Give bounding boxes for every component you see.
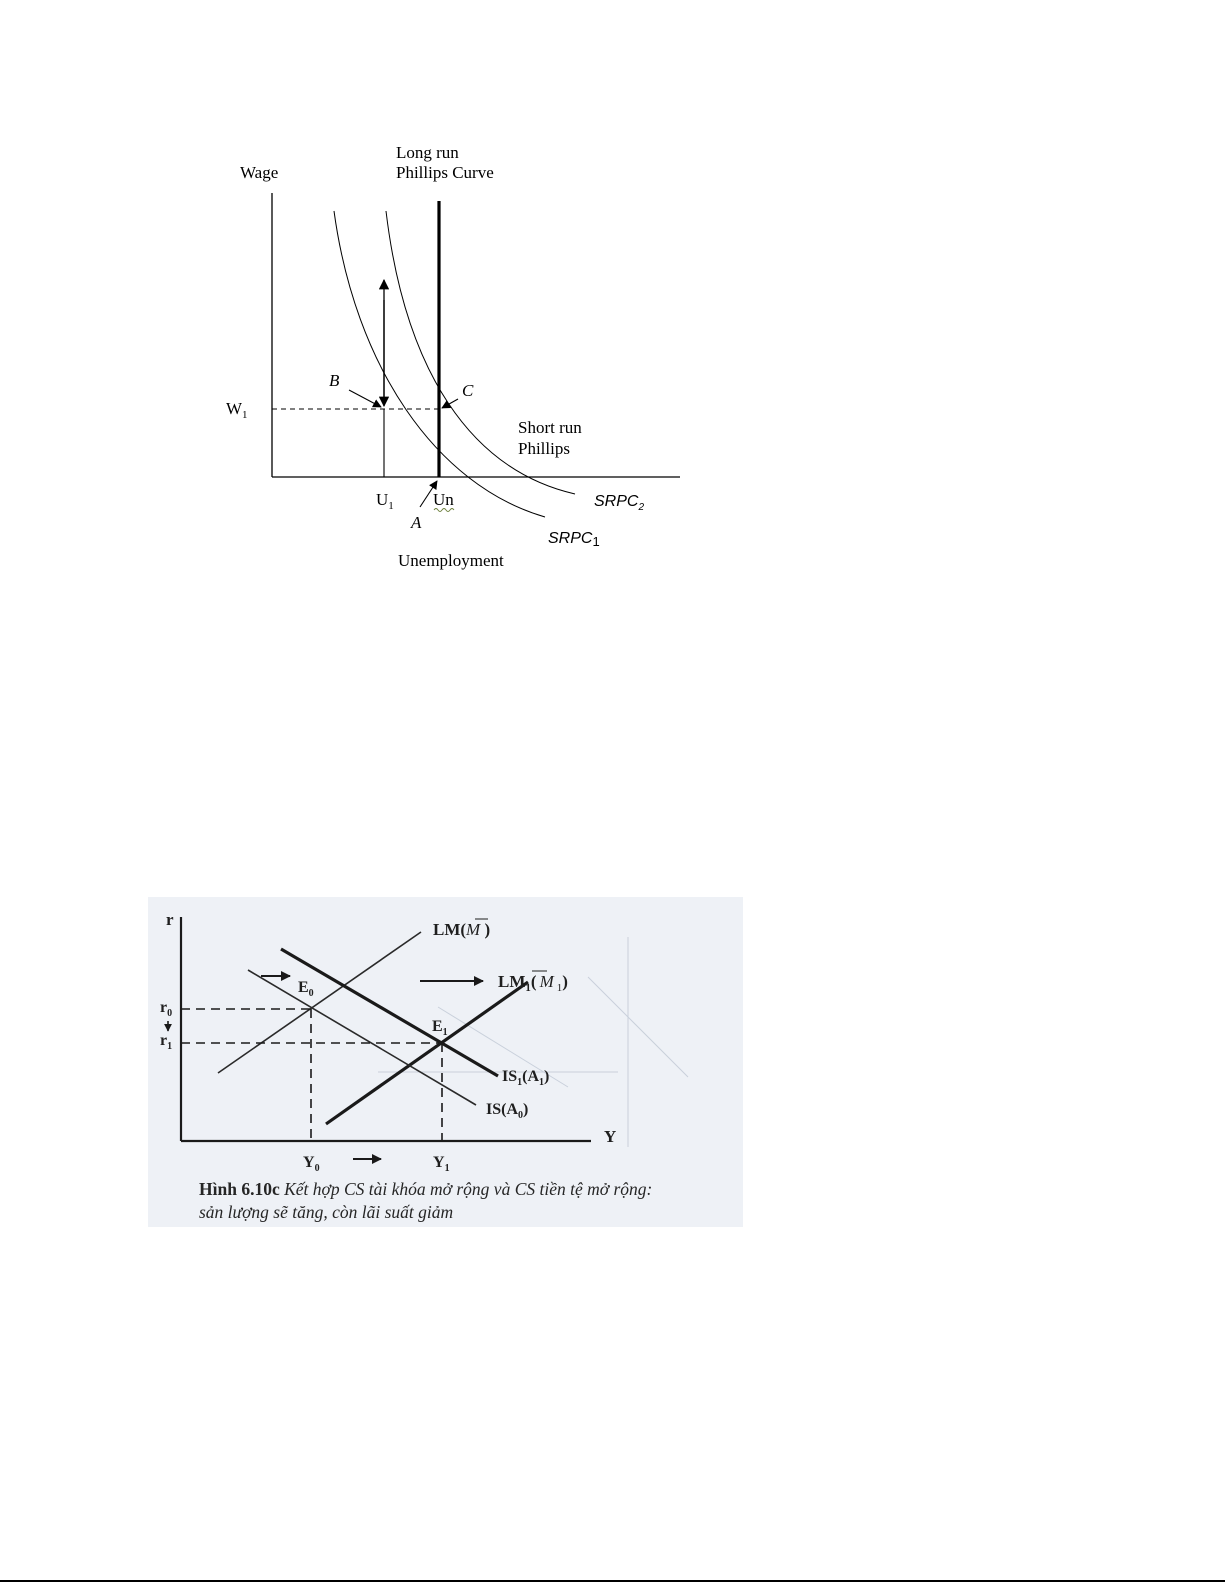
page-bottom-rule [0,1580,1225,1582]
islm-figure [148,897,743,1227]
wage-axis-label: Wage [240,163,279,182]
figure-caption [199,1178,739,1224]
un-label: Un [433,490,454,509]
caption-line-1 [199,1178,739,1201]
w1-label: $W_1$ [226,399,248,421]
point-a-label: A [411,513,422,532]
r0-label: $r_0$ [160,999,173,1019]
caption-line1-text: Kết hợp CS tài khóa mở rộng và CS tiền tệ mở rộng: [279,1179,653,1199]
r1-label: $r_1$ [160,1032,173,1052]
y-axis-label: Y [604,1127,617,1146]
u1-label: $U_1$ [376,490,394,512]
e0-label: $E_0$ [298,979,314,999]
is0-label: $IS(A_0)$ [486,1101,529,1121]
is1-label: $IS_1(A_1)$ [502,1068,550,1088]
y1-label: $Y_1$ [433,1154,450,1174]
caption-figure-number: Hình 6.10c [199,1179,280,1199]
y0-label: $Y_0$ [303,1154,320,1174]
point-c-arrow [442,399,458,408]
lrpc-label-line2: Phillips Curve [396,163,494,182]
lrpc-label-line1: Long run [396,143,459,162]
point-c-label: C [462,381,474,400]
srpc1-label: SRPC1 [548,530,600,549]
r-axis-label: r [166,910,174,929]
unemployment-axis-label: Unemployment [398,551,504,570]
point-b-label: B [329,371,340,390]
un-squiggle [434,509,454,512]
caption-line-2: sản lượng sẽ tăng, còn lãi suất giảm [199,1202,454,1222]
srpc2-label: $SRPC_2$ [594,493,645,513]
lm0-curve [218,932,421,1073]
srpc-label-line2: Phillips [518,439,570,458]
lm0-label: LM(M ) [433,920,491,939]
lm1-label: $LM_1$( M $_1$) [498,972,568,994]
srpc-label-line1: Short run [518,418,582,437]
faint-background-marks [378,937,688,1147]
e1-label: $E_1$ [432,1018,448,1038]
is1-curve [281,949,498,1076]
phillips-curve-diagram [0,0,1225,620]
point-b-arrow [349,390,381,407]
